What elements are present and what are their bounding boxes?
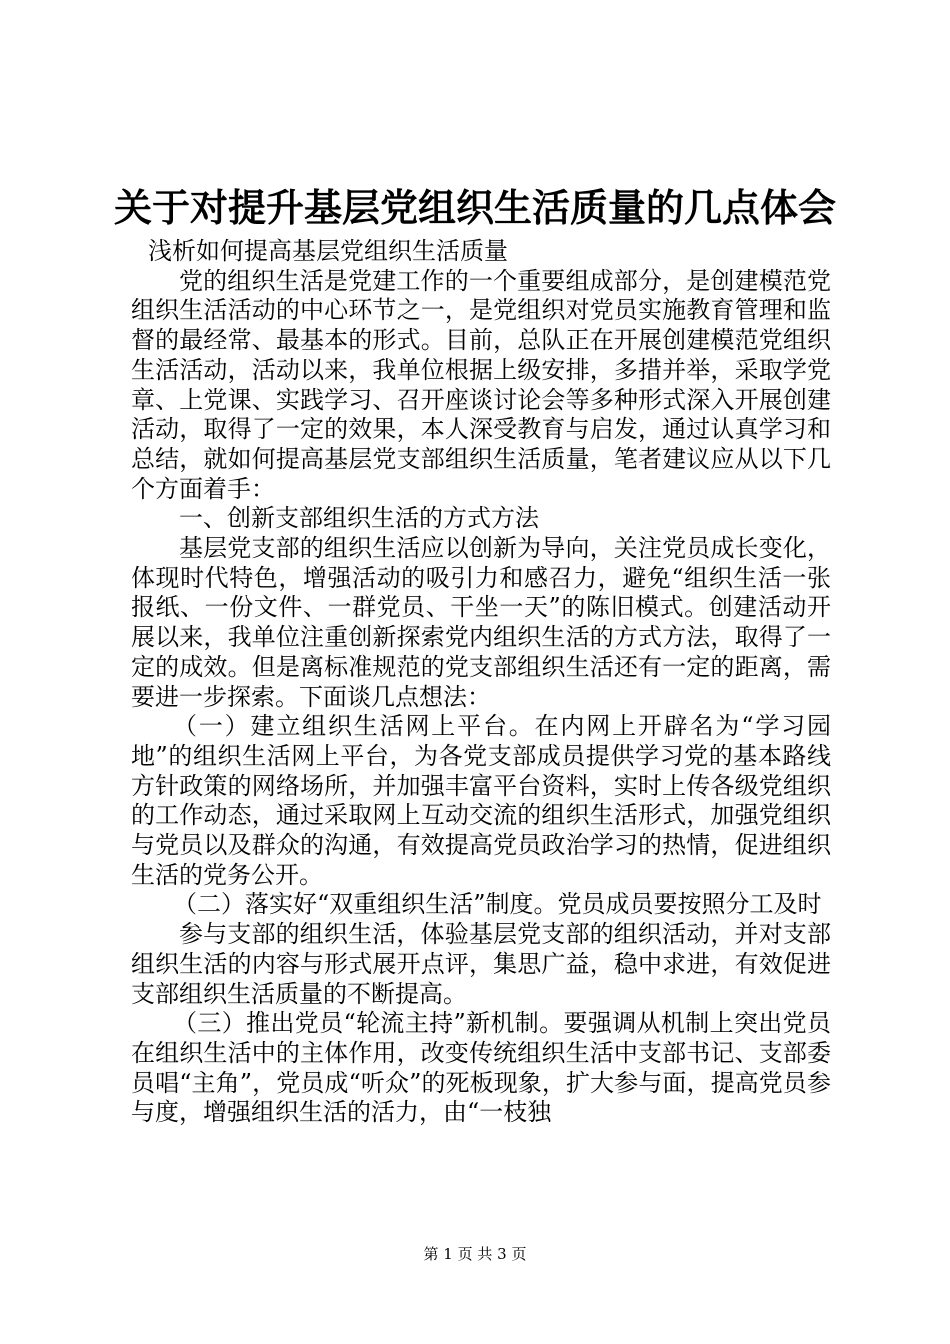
- item-two-paragraph: （二）落实好“双重组织生活”制度。党员成员要按照分工及时: [173, 890, 822, 919]
- document-body: [131, 237, 831, 1128]
- page-footer: 第 1 页 共 3 页: [423, 1245, 527, 1263]
- item-three-paragraph: （三）推出党员“轮流主持”新机制。要强调从机制上突出党员在组织生活中的主体作用，改变传统组织生活中支部书记、支部委员唱“主角”，党员成“听众”的死板现象，扩大参与面，提高党员参与度，增强组织生活的活力，由“一枝独: [131, 1009, 831, 1127]
- item-two-continued-paragraph: 参与支部的组织生活，体验基层党支部的组织活动，并对支部组织生活的内容与形式展开点评，集思广益，稳中求进，有效促进支部组织生活质量的不断提高。: [131, 920, 831, 1008]
- section-paragraph: 基层党支部的组织生活应以创新为导向，关注党员成长变化，体现时代特色，增强活动的吸引力和感召力，避免“组织生活一张报纸、一份文件、一群党员、干坐一天”的陈旧模式。创建活动开展以来，我单位注重创新探索党内组织生活的方式方法，取得了一定的成效。但是离标准规范的党支部组织生活还有一定的距离，需要进一步探索。下面谈几点想法：: [131, 534, 831, 711]
- section-heading: 一、创新支部组织生活的方式方法: [179, 504, 539, 533]
- subtitle-paragraph: 浅析如何提高基层党组织生活质量: [148, 237, 508, 265]
- item-one-paragraph: （一）建立组织生活网上平台。在内网上开辟名为“学习园地”的组织生活网上平台，为各党支部成员提供学习党的基本路线方针政策的网络场所，并加强丰富平台资料，实时上传各级党组织的工作动态，通过采取网上互动交流的组织生活形式，加强党组织与党员以及群众的沟通，有效提高党员政治学习的热情，促进组织生活的党务公开。: [131, 712, 831, 889]
- document-title: 关于对提升基层党组织生活质量的几点体会: [113, 185, 836, 230]
- intro-paragraph: 党的组织生活是党建工作的一个重要组成部分，是创建模范党组织生活活动的中心环节之一，是党组织对党员实施教育管理和监督的最经常、最基本的形式。目前，总队正在开展创建模范党组织生活活动，活动以来，我单位根据上级安排，多措并举，采取学党章、上党课、实践学习、召开座谈讨论会等多种形式深入开展创建活动，取得了一定的效果，本人深受教育与启发，通过认真学习和总结，就如何提高基层党支部组织生活质量，笔者建议应从以下几个方面着手：: [131, 266, 831, 503]
